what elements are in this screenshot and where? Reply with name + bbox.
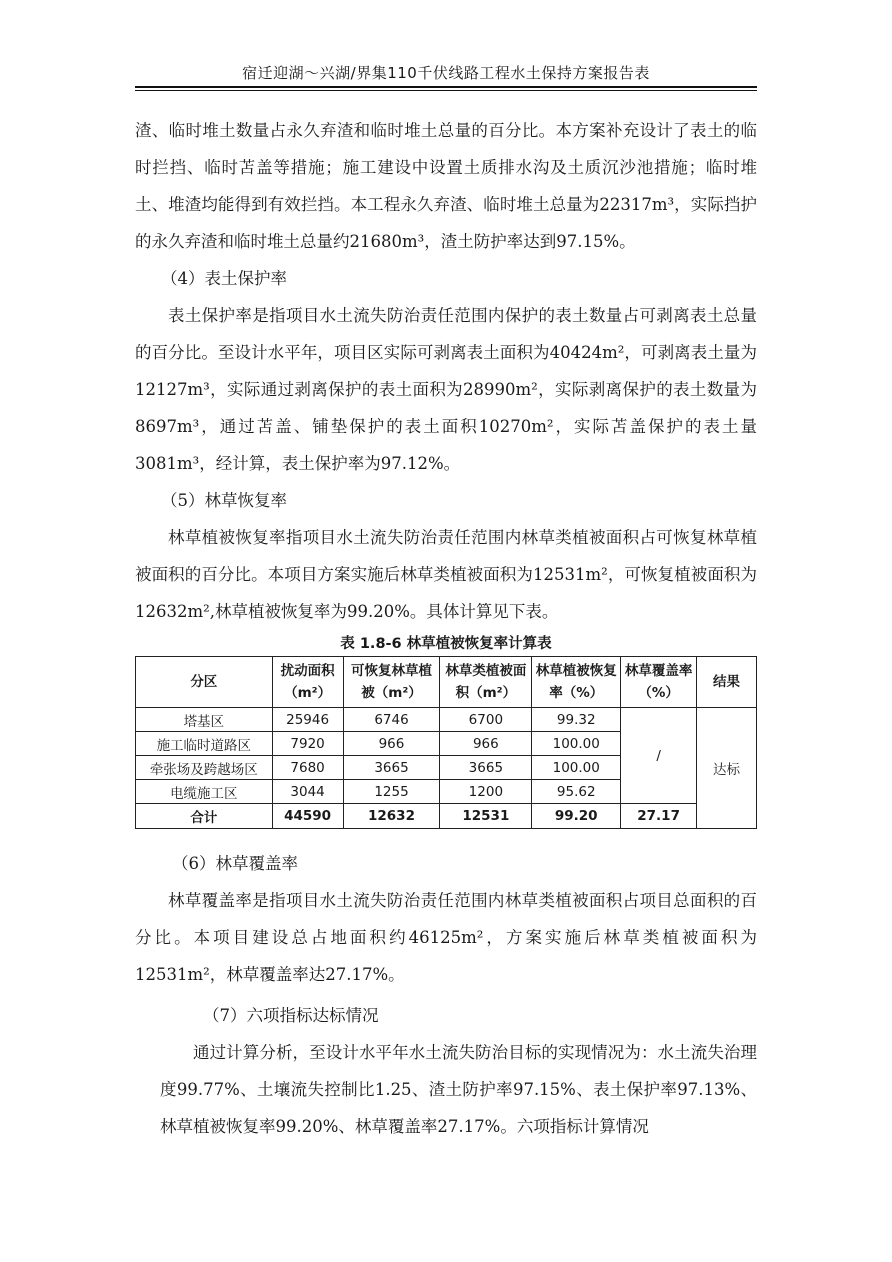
table-caption: 表 1.8-6 林草植被恢复率计算表: [340, 636, 552, 652]
cell-restoration-rate: 99.32: [532, 708, 621, 732]
header-rule: [135, 86, 757, 88]
vegetation-restoration-table: [135, 656, 757, 829]
cell-total-coverage-rate: 27.17: [621, 804, 697, 829]
header-vegetation-area: 林草类植被面积（m²）: [440, 657, 532, 708]
header-disturbed-area: 扰动面积（m²）: [272, 657, 343, 708]
cell-restorable-vegetation: 966: [343, 732, 440, 756]
section-heading-topsoil: （4）表土保护率: [161, 269, 287, 288]
paragraph-slag-protection: 渣、临时堆土数量占永久弃渣和临时堆土总量的百分比。本方案补充设计了表土的临时拦挡、临时苫盖等措施；施工建设中设置土质排水沟及土质沉沙池措施；临时堆土、堆渣均能得到有效拦挡。本工程永久弃渣、临时堆土总量为22317m³，实际挡护的永久弃渣和临时堆土总量约21680m³，渣土防护率达到97.15%。: [135, 121, 757, 251]
cell-restorable-vegetation: 3665: [343, 756, 440, 780]
cell-vegetation-area: 3665: [440, 756, 532, 780]
cell-disturbed-area: 25946: [272, 708, 343, 732]
cell-disturbed-area: 3044: [272, 780, 343, 804]
cell-zone: 塔基区: [136, 708, 273, 732]
cell-zone: 电缆施工区: [136, 780, 273, 804]
cell-total-restoration-rate: 99.20: [532, 804, 621, 829]
table-row: [136, 708, 757, 732]
cell-restoration-rate: 95.62: [532, 780, 621, 804]
cell-coverage-merged: /: [621, 708, 697, 804]
cell-vegetation-area: 6700: [440, 708, 532, 732]
cell-restoration-rate: 100.00: [532, 756, 621, 780]
header-restoration-rate: 林草植被恢复率（%）: [532, 657, 621, 708]
cell-total-restorable-vegetation: 12632: [343, 804, 440, 829]
cell-result-merged: 达标: [697, 708, 757, 829]
page-header-title: 宿迁迎湖～兴湖/界集110千伏线路工程水土保持方案报告表: [242, 64, 650, 82]
cell-disturbed-area: 7680: [272, 756, 343, 780]
table-total-row: [136, 804, 757, 829]
cell-vegetation-area: 1200: [440, 780, 532, 804]
cell-vegetation-area: 966: [440, 732, 532, 756]
section-heading-vegetation-restoration: （5）林草恢复率: [161, 491, 287, 510]
paragraph-six-indicators: 通过计算分析，至设计水平年水土流失防治目标的实现情况为：水土流失治理度99.77%、土壤流失控制比1.25、渣土防护率97.15%、表土保护率97.13%、 林草植被恢复率99.20%、林草覆盖率27.17%。六项指标计算情况: [160, 1043, 757, 1136]
cell-zone: 施工临时道路区: [136, 732, 273, 756]
cell-total-vegetation-area: 12531: [440, 804, 532, 829]
header-result: 结果: [697, 657, 757, 708]
header-coverage-rate: 林草覆盖率（%）: [621, 657, 697, 708]
section-heading-six-indicators: （7）六项指标达标情况: [203, 1006, 379, 1025]
section-heading-vegetation-coverage: （6）林草覆盖率: [172, 854, 298, 873]
paragraph-vegetation-restoration: 林草植被恢复率指项目水土流失防治责任范围内林草类植被面积占可恢复林草植被面积的百分比。本项目方案实施后林草类植被面积为12531m²，可恢复植被面积为12632m²,林草植被恢复率为99.20%。具体计算见下表。: [135, 528, 757, 621]
table-header-row: [136, 657, 757, 708]
paragraph-vegetation-coverage: 林草覆盖率是指项目水土流失防治责任范围内林草类植被面积占项目总面积的百分比。本项目建设总占地面积约46125m²，方案实施后林草类植被面积为12531m²，林草覆盖率达27.17%。: [135, 891, 757, 984]
header-rule-thin: [135, 90, 757, 91]
header-restorable-vegetation: 可恢复林草植被（m²）: [343, 657, 440, 708]
cell-disturbed-area: 7920: [272, 732, 343, 756]
paragraph-topsoil-protection: 表土保护率是指项目水土流失防治责任范围内保护的表土数量占可剥离表土总量的百分比。至设计水平年，项目区实际可剥离表土面积为40424m²，可剥离表土量为12127m³，实际通过剥离保护的表土面积为28990m²，实际剥离保护的表土数量为8697m³，通过苫盖、铺垫保护的表土面积10270m²，实际苫盖保护的表土量3081m³，经计算，表土保护率为97.12%。: [135, 306, 757, 473]
cell-zone: 牵张场及跨越场区: [136, 756, 273, 780]
cell-restorable-vegetation: 1255: [343, 780, 440, 804]
header-zone: 分区: [136, 657, 273, 708]
cell-total-label: 合计: [136, 804, 273, 829]
cell-total-disturbed-area: 44590: [272, 804, 343, 829]
cell-restorable-vegetation: 6746: [343, 708, 440, 732]
cell-restoration-rate: 100.00: [532, 732, 621, 756]
